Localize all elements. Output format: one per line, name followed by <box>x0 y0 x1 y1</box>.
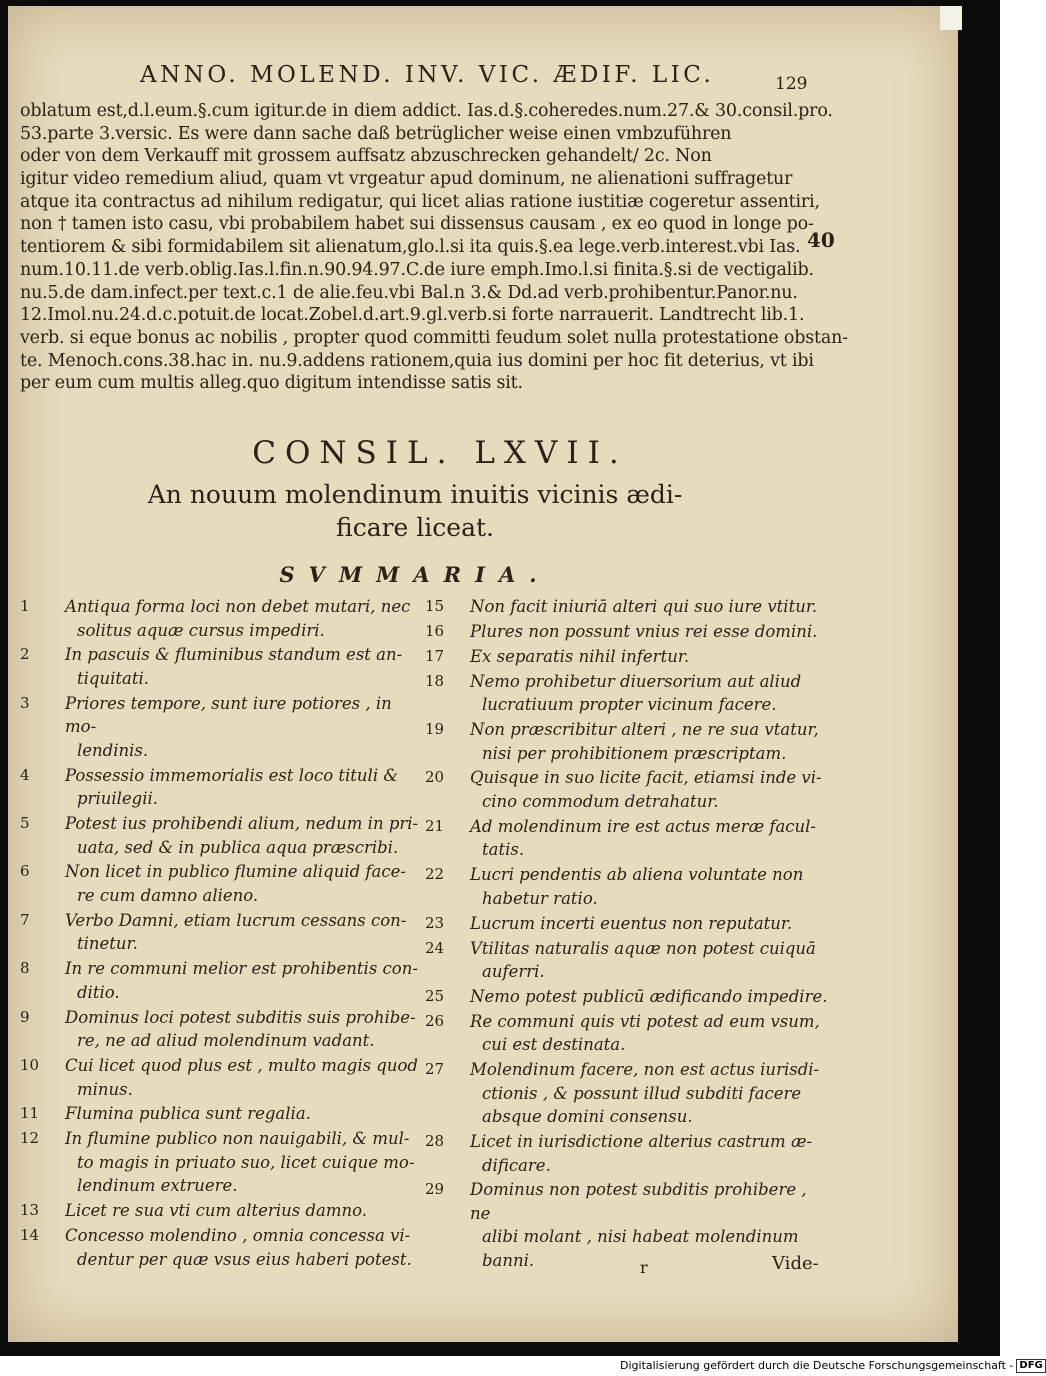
summaria-entry-number: 2 <box>20 645 30 664</box>
summaria-entry-line: lucratiuum propter vicinum facere. <box>482 695 777 715</box>
summaria-entry-line: absque domini consensu. <box>482 1107 693 1127</box>
summaria-entry-line: ditio. <box>77 982 120 1002</box>
summaria-entry-number: 26 <box>425 1011 445 1030</box>
summaria-entry-number: 29 <box>425 1180 445 1199</box>
summaria-entry-line: re, ne ad aliud molendinum vadant. <box>77 1031 375 1051</box>
body-line: te. Menoch.cons.38.hac in. nu.9.addens rationem,quia ius domini per hoc fit deterius, vt ibi <box>20 350 814 371</box>
summaria-entry-number: 11 <box>20 1104 40 1123</box>
summaria-entry-line: banni. <box>482 1250 535 1270</box>
summaria-entry-number: 16 <box>425 621 445 640</box>
body-line: tentiorem & sibi formidabilem sit alienatum,glo.l.si ita quis.§.ea lege.verb.interest.vbi Ias. <box>20 237 801 258</box>
summaria-entry-line: minus. <box>77 1079 133 1099</box>
summaria-entry-line: Licet in iurisdictione alterius castrum æ- <box>470 1132 813 1152</box>
summaria-entry-number: 8 <box>20 959 30 978</box>
summaria-entry-number: 6 <box>20 862 30 881</box>
summaria-entry-line: Lucrum incerti euentus non reputatur. <box>470 913 793 933</box>
summaria-entry <box>425 718 830 765</box>
summaria-entry-line: alibi molant , nisi habeat molendinum <box>482 1227 799 1247</box>
summaria-entry-line: tiquitati. <box>77 668 149 688</box>
torn-page-corner <box>940 6 962 30</box>
summaria-entry-number: 15 <box>425 597 445 615</box>
question-title-line-1: An nouum molendinum inuitis vicinis ædi- <box>147 480 683 509</box>
signature-mark: r <box>640 1258 648 1277</box>
summaria-entry-number: 25 <box>425 986 445 1005</box>
summaria-entry <box>425 912 830 936</box>
summaria-entry <box>20 1199 420 1223</box>
summaria-entry-line: Lucri pendentis ab aliena voluntate non <box>470 865 804 885</box>
summaria-entry-number: 12 <box>20 1129 40 1148</box>
summaria-entry-line: Vtilitas naturalis aquæ non potest cuiquā <box>470 938 816 958</box>
summaria-entry-line: lendinum extruere. <box>77 1176 238 1196</box>
catchword: Vide- <box>772 1253 819 1274</box>
dfg-logo: DFG <box>1016 1359 1045 1373</box>
summaria-entry-line: Licet re sua vti cum alterius damno. <box>65 1201 367 1221</box>
summaria-entry <box>20 595 420 642</box>
running-head: ANNO. MOLEND. INV. VIC. ÆDIF. LIC. <box>140 62 715 88</box>
margin-numeral: 40 <box>807 228 835 252</box>
summaria-entry-line: In flumine publico non nauigabili, & mul- <box>65 1129 410 1149</box>
summaria-entry-line: Antiqua forma loci non debet mutari, nec <box>65 597 411 616</box>
summaria-entry <box>20 1054 420 1101</box>
summaria-entry-line: Dominus loci potest subditis suis prohibe- <box>65 1007 416 1027</box>
summaria-entry-number: 19 <box>425 720 445 739</box>
question-title-line-2: ficare liceat. <box>336 513 494 542</box>
summaria-entry-number: 20 <box>425 768 445 787</box>
summaria-entry-number: 23 <box>425 913 445 932</box>
summaria-entry-line: Non præscribitur alteri , ne re sua vtatur, <box>470 720 819 740</box>
summaria-entry <box>20 860 420 907</box>
footer-text: Digitalisierung gefördert durch die Deutsche Forschungsgemeinschaft - <box>620 1359 1014 1372</box>
summaria-entry <box>425 1178 830 1272</box>
summaria-right-column <box>425 595 830 1274</box>
summaria-entry <box>20 957 420 1004</box>
summaria-entry-line: priuilegii. <box>77 789 159 809</box>
digitization-footer <box>620 1359 1046 1373</box>
summaria-entry <box>425 985 830 1009</box>
summaria-entry-line: In re communi melior est prohibentis con- <box>65 959 418 979</box>
body-line: 12.Imol.nu.24.d.c.potuit.de locat.Zobel.d.art.9.gl.verb.si forte narrauerit. Landtrecht lib.1. <box>20 305 805 326</box>
question-title <box>0 478 830 544</box>
summaria-entry-line: dentur per quæ vsus eius haberi potest. <box>77 1249 412 1269</box>
summaria-entry <box>425 863 830 910</box>
summaria-entry-line: In pascuis & fluminibus standum est an- <box>65 645 403 665</box>
summaria-entry-line: Dominus non potest subditis prohibere , ne <box>470 1180 807 1223</box>
summaria-entry <box>425 645 830 669</box>
summaria-entry-number: 5 <box>20 814 30 833</box>
summaria-entry <box>425 1130 830 1177</box>
summaria-entry-line: Possessio immemorialis est loco tituli & <box>65 765 399 785</box>
summaria-entry-line: tatis. <box>482 840 525 860</box>
summaria-entry <box>20 1224 420 1271</box>
summaria-entry-number: 21 <box>425 816 445 835</box>
body-line: atque ita contractus ad nihilum redigatur, qui licet alias ratione iustitiæ cogeretur assentiri, <box>20 191 820 212</box>
summaria-entry-number: 1 <box>20 597 30 615</box>
summaria-entry-number: 14 <box>20 1226 40 1245</box>
summaria-entry-line: nisi per prohibitionem præscriptam. <box>482 743 787 763</box>
summaria-entry-number: 10 <box>20 1056 40 1075</box>
summaria-entry-number: 22 <box>425 865 445 884</box>
summaria-entry <box>20 764 420 811</box>
summaria-entry <box>425 937 830 984</box>
summaria-entry <box>20 1006 420 1053</box>
summaria-entry-number: 13 <box>20 1201 40 1220</box>
summaria-entry-line: Nemo potest publicū ædificando impedire. <box>470 986 828 1006</box>
summaria-entry-number: 18 <box>425 671 445 690</box>
summaria-entry-line: re cum damno alieno. <box>77 885 259 905</box>
summaria-entry <box>425 766 830 813</box>
body-line: 53.parte 3.versic. Es were dann sache daß betrüglicher weise einen vmbzuführen <box>20 123 732 144</box>
summaria-entry <box>20 643 420 690</box>
summaria-entry <box>20 1127 420 1198</box>
summaria-entry-line: Non licet in publico flumine aliquid face- <box>65 862 406 882</box>
summaria-heading: SVMMARIA. <box>279 562 551 587</box>
summaria-entry-number: 27 <box>425 1060 445 1079</box>
summaria-entry-line: habetur ratio. <box>482 888 598 908</box>
summaria-entry-line: Ad molendinum ire est actus meræ facul- <box>470 816 817 836</box>
body-line: igitur video remedium aliud, quam vt vrgeatur apud dominum, ne alienationi suffragetur <box>20 169 793 190</box>
summaria-entry <box>20 1102 420 1126</box>
summaria-entry <box>425 620 830 644</box>
summaria-entry-line: Ex separatis nihil infertur. <box>470 646 690 666</box>
summaria-entry-line: Potest ius prohibendi alium, nedum in pri- <box>65 814 419 834</box>
summaria-entry-number: 28 <box>425 1132 445 1151</box>
summaria-entry-line: lendinis. <box>77 740 149 760</box>
summaria-entry-line: Nemo prohibetur diuersorium aut aliud <box>470 671 802 691</box>
body-line: non † tamen isto casu, vbi probabilem habet sui dissensus causam , ex eo quod in longe po- <box>20 214 814 235</box>
summaria-entry-line: Re communi quis vti potest ad eum vsum, <box>470 1011 820 1031</box>
body-line: nu.5.de dam.infect.per text.c.1 de alie.feu.vbi Bal.n 3.& Dd.ad verb.prohibentur.Panor.nu. <box>20 282 798 303</box>
body-line: oder von dem Verkauff mit grossem auffsatz abzuschrecken gehandelt/ 2c. Non <box>20 146 712 167</box>
summaria-entry-line: cino commodum detrahatur. <box>482 791 719 811</box>
summaria-entry <box>425 1058 830 1129</box>
summaria-entry-number: 7 <box>20 910 30 929</box>
summaria-entry-line: dificare. <box>482 1155 551 1175</box>
summaria-entry-line: tinetur. <box>77 934 138 954</box>
summaria-entry-number: 9 <box>20 1007 30 1026</box>
page-number: 129 <box>775 74 808 94</box>
summaria-entry-line: Flumina publica sunt regalia. <box>65 1104 311 1124</box>
summaria-entry-line: solitus aquæ cursus impediri. <box>77 620 325 640</box>
summaria-entry <box>20 812 420 859</box>
summaria-entry-number: 4 <box>20 765 30 784</box>
summaria-entry-line: Verbo Damni, etiam lucrum cessans con- <box>65 910 407 930</box>
body-line: oblatum est,d.l.eum.§.cum igitur.de in diem addict. Ias.d.§.coheredes.num.27.& 30.consil.pro. <box>20 101 833 121</box>
summaria-entry-number: 3 <box>20 693 30 712</box>
summaria-entry-line: Concesso molendino , omnia concessa vi- <box>65 1226 411 1246</box>
summaria-entry <box>425 815 830 862</box>
summaria-entry-line: to magis in priuato suo, licet cuique mo- <box>77 1152 415 1172</box>
summaria-entry <box>20 909 420 956</box>
summaria-entry-number: 24 <box>425 938 445 957</box>
summaria-entry-line: auferri. <box>482 962 545 982</box>
summaria-entry-line: Cui licet quod plus est , multo magis quod <box>65 1056 418 1076</box>
summaria-entry <box>425 1010 830 1057</box>
body-line: verb. si eque bonus ac nobilis , propter quod committi feudum solet nulla protestatione obstan- <box>20 327 848 348</box>
summaria-entry-line: Molendinum facere, non est actus iurisdi- <box>470 1060 820 1080</box>
summaria-entry-number: 17 <box>425 646 445 665</box>
summaria-entry-line: Quisque in suo licite facit, etiamsi inde vi- <box>470 768 822 788</box>
consil-title: CONSIL. LXVII. <box>252 435 628 471</box>
summaria-entry-line: Non facit iniuriā alteri qui suo iure vtitur. <box>470 597 818 616</box>
body-line: per eum cum multis alleg.quo digitum intendisse satis sit. <box>20 373 523 394</box>
summaria-entry-line: Plures non possunt vnius rei esse domini. <box>470 621 818 641</box>
body-line: num.10.11.de verb.oblig.Ias.l.fin.n.90.94.97.C.de iure emph.Imo.l.si finita.§.si de vectigalib. <box>20 259 814 280</box>
summaria-left-column <box>20 595 420 1272</box>
summaria-entry <box>20 692 420 763</box>
summaria-entry-line: ctionis , & possunt illud subditi facere <box>482 1083 802 1103</box>
summaria-entry-line: Priores tempore, sunt iure potiores , in mo- <box>65 693 392 737</box>
summaria-entry <box>425 670 830 717</box>
summaria-entry <box>425 595 830 619</box>
summaria-entry-line: uata, sed & in publica aqua præscribi. <box>77 837 399 857</box>
summaria-entry-line: cui est destinata. <box>482 1035 626 1055</box>
